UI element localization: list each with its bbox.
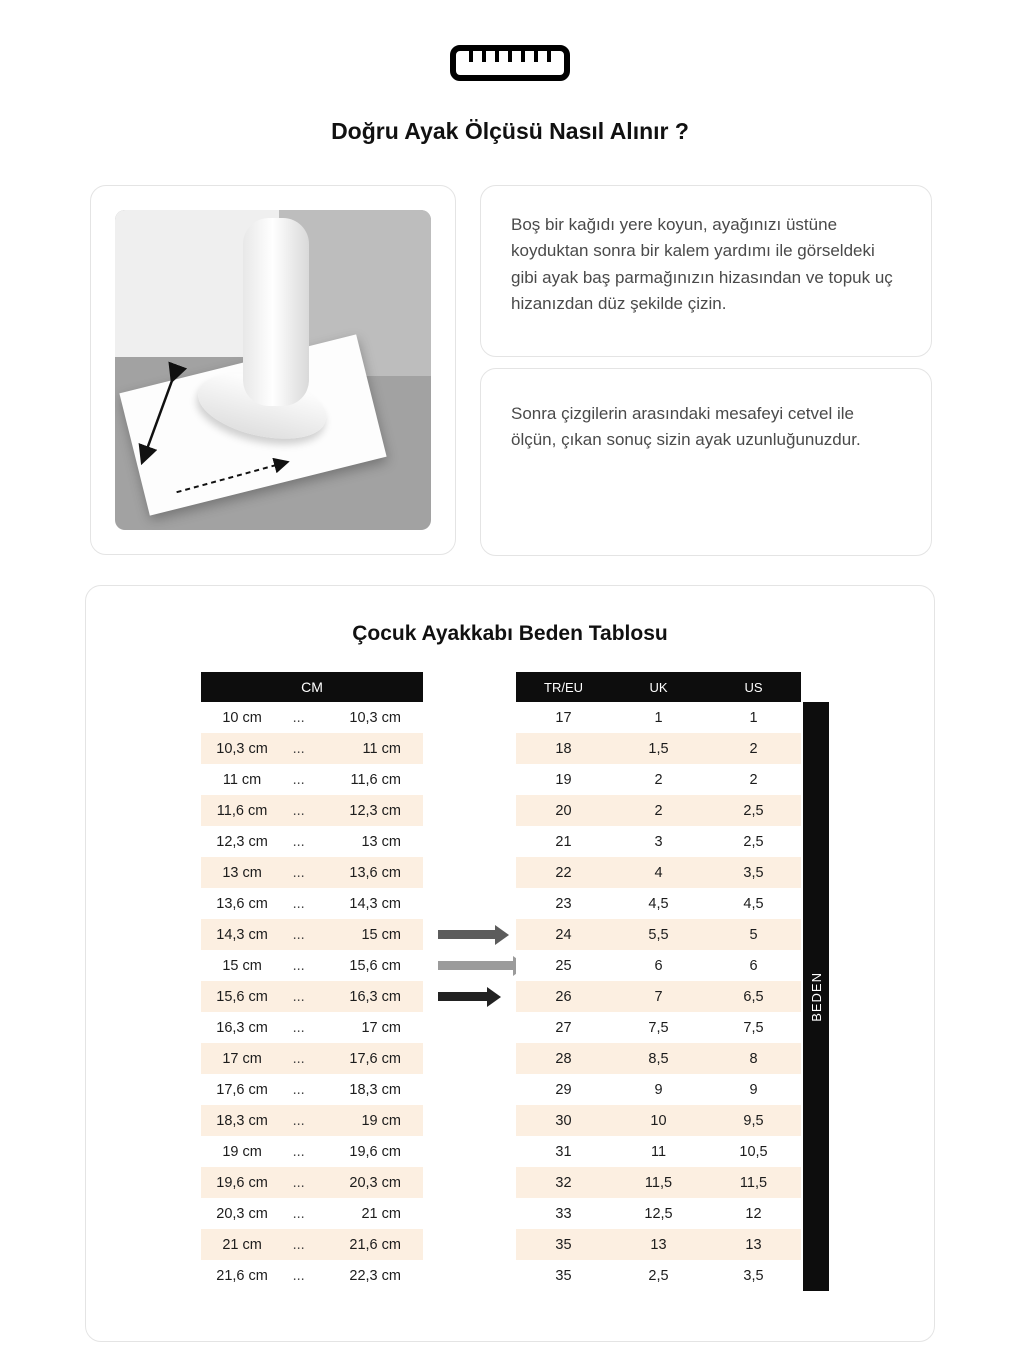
cm-range-separator: ... — [292, 1174, 305, 1191]
cm-range-from: 15 cm — [222, 957, 262, 974]
cm-range-to: 17 cm — [361, 1019, 401, 1036]
size-cell-us: 1 — [749, 709, 758, 726]
cm-table-header: CM — [201, 672, 423, 702]
cm-range-from: 18,3 cm — [216, 1112, 268, 1129]
size-cell-tr-eu: 26 — [555, 988, 572, 1005]
cm-range-to: 22,3 cm — [349, 1267, 401, 1284]
size-conversion-table — [516, 672, 801, 1291]
beden-side-label: BEDEN — [808, 971, 824, 1022]
cm-table — [201, 672, 423, 1291]
size-chart-title: Çocuk Ayakkabı Beden Tablosu — [352, 622, 668, 645]
size-cell-uk: 4 — [654, 864, 663, 881]
size-table-row — [516, 733, 801, 764]
instruction-text-1: Boş bir kağıdı yere koyun, ayağınızı üstüne koyduktan sonra bir kalem yardımı ile görseldeki gibi ayak baş parmağınızın hizasından ve topuk uç hizanızdan düz şekilde çizin. — [511, 215, 893, 314]
cm-table-row — [201, 795, 423, 826]
cm-range-separator: ... — [292, 1081, 305, 1098]
cm-range-separator: ... — [292, 709, 305, 726]
size-table-row — [516, 919, 801, 950]
size-cell-uk: 6 — [654, 957, 663, 974]
size-table-header — [516, 672, 801, 702]
size-cell-tr-eu: 24 — [555, 926, 572, 943]
size-cell-uk: 1,5 — [648, 740, 669, 757]
size-header-tr-eu: TR/EU — [544, 679, 583, 695]
size-table-row — [516, 795, 801, 826]
cm-range-separator: ... — [292, 1050, 305, 1067]
cm-range-separator: ... — [292, 802, 305, 819]
size-cell-tr-eu: 35 — [555, 1267, 572, 1284]
size-cell-tr-eu: 17 — [555, 709, 572, 726]
size-table-rows — [516, 702, 801, 1291]
cm-range-from: 21,6 cm — [216, 1267, 268, 1284]
cm-range-separator: ... — [292, 833, 305, 850]
size-cell-us: 12 — [745, 1205, 762, 1222]
beden-side-bar — [803, 702, 829, 1291]
size-cell-tr-eu: 33 — [555, 1205, 572, 1222]
cm-table-row — [201, 1074, 423, 1105]
size-table-row — [516, 1012, 801, 1043]
cm-range-from: 12,3 cm — [216, 833, 268, 850]
size-cell-uk: 8,5 — [648, 1050, 669, 1067]
size-table-row — [516, 950, 801, 981]
size-cell-us: 3,5 — [743, 1267, 764, 1284]
cm-range-to: 14,3 cm — [349, 895, 401, 912]
size-cell-uk: 4,5 — [648, 895, 669, 912]
cm-range-to: 20,3 cm — [349, 1174, 401, 1191]
cm-table-row — [201, 1043, 423, 1074]
size-cell-us: 9 — [749, 1081, 758, 1098]
size-table-row — [516, 1260, 801, 1291]
size-cell-us: 9,5 — [743, 1112, 764, 1129]
size-cell-us: 13 — [745, 1236, 762, 1253]
cm-table-row — [201, 1012, 423, 1043]
ruler-icon-wrap — [0, 44, 1020, 87]
cm-range-to: 18,3 cm — [349, 1081, 401, 1098]
size-cell-us: 11,5 — [739, 1174, 768, 1191]
cm-range-separator: ... — [292, 895, 305, 912]
cm-table-row — [201, 1105, 423, 1136]
size-cell-uk: 12,5 — [644, 1205, 673, 1222]
flow-arrow-icon — [438, 992, 488, 1001]
cm-range-to: 19,6 cm — [349, 1143, 401, 1160]
cm-range-to: 13 cm — [361, 833, 401, 850]
cm-range-to: 12,3 cm — [349, 802, 401, 819]
size-header-uk: UK — [649, 679, 668, 695]
size-table-row — [516, 1105, 801, 1136]
cm-range-from: 13 cm — [222, 864, 262, 881]
cm-table-row — [201, 1229, 423, 1260]
cm-range-from: 17,6 cm — [216, 1081, 268, 1098]
size-cell-us: 5 — [749, 926, 758, 943]
size-cell-uk: 9 — [654, 1081, 663, 1098]
instruction-text-2: Sonra çizgilerin arasındaki mesafeyi cetvel ile ölçün, çıkan sonuç sizin ayak uzunluğunuzdur. — [511, 404, 861, 450]
cm-range-from: 14,3 cm — [216, 926, 268, 943]
cm-table-row — [201, 888, 423, 919]
cm-table-row — [201, 1198, 423, 1229]
size-cell-tr-eu: 25 — [555, 957, 572, 974]
page-title: Doğru Ayak Ölçüsü Nasıl Alınır ? — [331, 118, 689, 144]
size-table-row — [516, 826, 801, 857]
cm-range-from: 11,6 cm — [216, 802, 268, 819]
cm-range-separator: ... — [292, 988, 305, 1005]
size-cell-us: 6 — [749, 957, 758, 974]
cm-table-row — [201, 702, 423, 733]
size-cell-tr-eu: 28 — [555, 1050, 572, 1067]
flow-arrow-icon — [438, 961, 514, 970]
ruler-icon — [449, 44, 571, 82]
cm-range-to: 21 cm — [361, 1205, 401, 1222]
cm-range-to: 11 cm — [362, 740, 401, 757]
cm-range-from: 19 cm — [222, 1143, 262, 1160]
size-table-row — [516, 1229, 801, 1260]
size-cell-uk: 13 — [650, 1236, 667, 1253]
size-cell-uk: 2,5 — [648, 1267, 669, 1284]
size-cell-tr-eu: 23 — [555, 895, 572, 912]
cm-table-row — [201, 1136, 423, 1167]
cm-range-separator: ... — [292, 1112, 305, 1129]
cm-range-from: 16,3 cm — [216, 1019, 268, 1036]
size-cell-tr-eu: 30 — [555, 1112, 572, 1129]
cm-range-to: 15,6 cm — [349, 957, 401, 974]
size-cell-uk: 2 — [654, 771, 663, 788]
cm-range-from: 20,3 cm — [216, 1205, 268, 1222]
size-table-row — [516, 1074, 801, 1105]
size-table-row — [516, 764, 801, 795]
cm-range-from: 21 cm — [222, 1236, 262, 1253]
cm-range-separator: ... — [292, 771, 305, 788]
cm-range-to: 16,3 cm — [349, 988, 401, 1005]
size-cell-uk: 11,5 — [644, 1174, 673, 1191]
cm-table-row — [201, 950, 423, 981]
cm-range-separator: ... — [292, 1205, 305, 1222]
size-cell-us: 2,5 — [743, 802, 764, 819]
cm-range-from: 10,3 cm — [216, 740, 268, 757]
size-cell-tr-eu: 32 — [555, 1174, 572, 1191]
cm-table-row — [201, 981, 423, 1012]
size-table-row — [516, 702, 801, 733]
cm-range-separator: ... — [292, 864, 305, 881]
size-table-row — [516, 1167, 801, 1198]
size-cell-uk: 7,5 — [648, 1019, 669, 1036]
size-table-row — [516, 1043, 801, 1074]
size-cell-uk: 1 — [654, 709, 663, 726]
size-table-row — [516, 1136, 801, 1167]
cm-range-to: 21,6 cm — [349, 1236, 401, 1253]
cm-range-separator: ... — [292, 1019, 305, 1036]
cm-range-from: 15,6 cm — [216, 988, 268, 1005]
cm-range-from: 11 cm — [222, 771, 262, 788]
foot-measurement-photo — [115, 210, 431, 530]
cm-range-separator: ... — [292, 740, 305, 757]
photo-measure-arrows — [115, 210, 431, 530]
cm-table-row — [201, 919, 423, 950]
cm-range-from: 10 cm — [222, 709, 262, 726]
cm-range-separator: ... — [292, 1236, 305, 1253]
size-table-row — [516, 981, 801, 1012]
size-cell-us: 6,5 — [743, 988, 764, 1005]
size-cell-uk: 5,5 — [648, 926, 669, 943]
cm-range-from: 19,6 cm — [216, 1174, 268, 1191]
size-cell-us: 2 — [749, 771, 758, 788]
cm-table-rows — [201, 702, 423, 1291]
size-cell-us: 2 — [749, 740, 758, 757]
cm-table-row — [201, 1260, 423, 1291]
cm-range-to: 13,6 cm — [349, 864, 401, 881]
size-cell-us: 8 — [749, 1050, 758, 1067]
cm-range-separator: ... — [292, 1143, 305, 1160]
cm-range-separator: ... — [292, 926, 305, 943]
size-cell-us: 4,5 — [743, 895, 764, 912]
cm-range-to: 19 cm — [361, 1112, 401, 1129]
size-table-row — [516, 888, 801, 919]
size-cell-tr-eu: 29 — [555, 1081, 572, 1098]
cm-table-row — [201, 857, 423, 888]
size-cell-tr-eu: 31 — [555, 1143, 572, 1160]
cm-range-to: 17,6 cm — [349, 1050, 401, 1067]
size-table-row — [516, 857, 801, 888]
size-table-row — [516, 1198, 801, 1229]
size-cell-us: 3,5 — [743, 864, 764, 881]
size-cell-us: 10,5 — [739, 1143, 768, 1160]
cm-range-to: 11,6 cm — [350, 771, 401, 788]
size-cell-us: 7,5 — [743, 1019, 764, 1036]
cm-range-separator: ... — [292, 1267, 305, 1284]
size-cell-uk: 2 — [654, 802, 663, 819]
cm-table-row — [201, 826, 423, 857]
size-cell-uk: 11 — [650, 1143, 667, 1160]
size-cell-uk: 3 — [654, 833, 663, 850]
size-header-us: US — [744, 679, 763, 695]
size-cell-tr-eu: 18 — [555, 740, 572, 757]
instruction-card-1 — [480, 185, 932, 357]
cm-table-row — [201, 1167, 423, 1198]
cm-range-to: 10,3 cm — [349, 709, 401, 726]
size-cell-uk: 10 — [650, 1112, 667, 1129]
size-cell-tr-eu: 20 — [555, 802, 572, 819]
foot-photo-card — [90, 185, 456, 555]
size-cell-tr-eu: 19 — [555, 771, 572, 788]
cm-table-row — [201, 764, 423, 795]
size-cell-tr-eu: 35 — [555, 1236, 572, 1253]
size-cell-uk: 7 — [654, 988, 663, 1005]
cm-range-from: 13,6 cm — [216, 895, 268, 912]
cm-table-row — [201, 733, 423, 764]
instruction-card-2 — [480, 368, 932, 556]
size-cell-tr-eu: 22 — [555, 864, 572, 881]
size-chart-card — [85, 585, 935, 1342]
cm-range-from: 17 cm — [222, 1050, 262, 1067]
size-cell-tr-eu: 21 — [555, 833, 572, 850]
cm-range-to: 15 cm — [361, 926, 401, 943]
size-cell-tr-eu: 27 — [555, 1019, 572, 1036]
flow-arrow-icon — [438, 930, 496, 939]
size-cell-us: 2,5 — [743, 833, 764, 850]
cm-range-separator: ... — [292, 957, 305, 974]
